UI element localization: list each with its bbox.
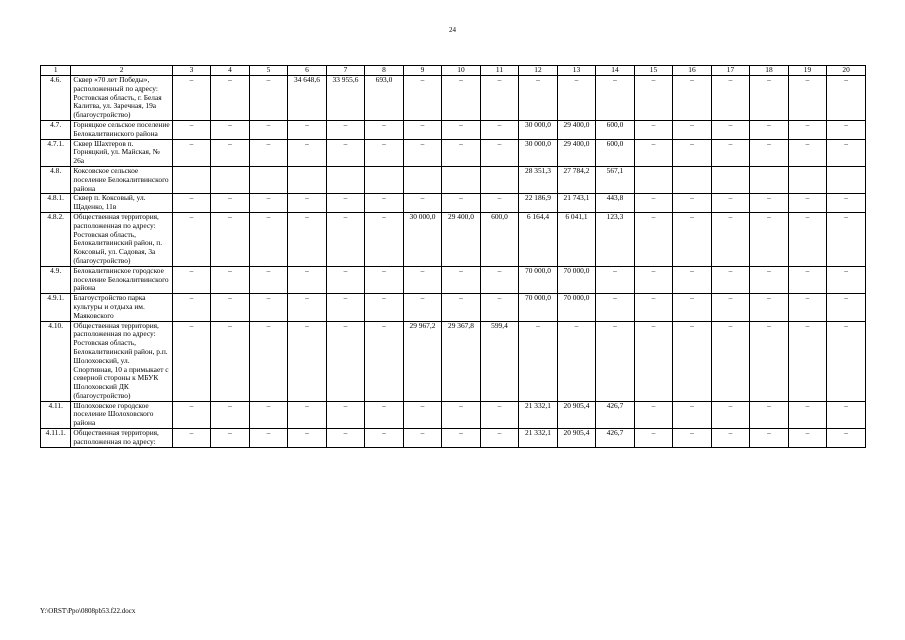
header-cell: 13 — [557, 66, 596, 76]
table-cell: – — [442, 294, 481, 321]
table-cell: 600,0 — [596, 139, 635, 166]
table-cell: – — [711, 76, 750, 121]
table-row — [41, 212, 866, 266]
table-cell: – — [249, 429, 288, 448]
table-cell: – — [557, 76, 596, 121]
table-cell: 30 000,0 — [519, 120, 558, 139]
table-cell: – — [249, 401, 288, 428]
table-cell: – — [788, 321, 827, 401]
table-cell: 600,0 — [480, 212, 519, 266]
table-cell: – — [480, 194, 519, 213]
table-cell: – — [288, 120, 327, 139]
table-cell: – — [634, 266, 673, 293]
table-cell: – — [249, 321, 288, 401]
table-cell: 29 367,8 — [442, 321, 481, 401]
row-name: Общественная территория, расположенная по адресу: — [71, 429, 172, 448]
header-cell: 5 — [249, 66, 288, 76]
header-cell: 16 — [673, 66, 712, 76]
table-cell: – — [211, 120, 250, 139]
table-cell: – — [711, 194, 750, 213]
table-cell: – — [673, 294, 712, 321]
table-cell: – — [827, 76, 866, 121]
header-row — [41, 66, 866, 76]
row-name: Сквер Шахтеров п. Горняцкий, ул. Майская, № 26а — [71, 139, 172, 166]
row-name: Шолоховское городское поселение Шолоховского района — [71, 401, 172, 428]
table-cell: 426,7 — [596, 401, 635, 428]
table-cell: – — [480, 294, 519, 321]
table-cell: – — [750, 76, 789, 121]
table-cell: – — [365, 321, 404, 401]
table-cell: – — [480, 139, 519, 166]
table-cell: – — [711, 294, 750, 321]
table-cell: 33 955,6 — [326, 76, 365, 121]
table-cell: – — [711, 212, 750, 266]
table-cell: 443,8 — [596, 194, 635, 213]
table-cell: – — [596, 294, 635, 321]
table-cell: – — [365, 194, 404, 213]
table-cell: – — [480, 76, 519, 121]
table-cell: – — [788, 194, 827, 213]
table-cell: – — [326, 401, 365, 428]
table-cell: – — [403, 120, 442, 139]
row-number: 4.9.1. — [41, 294, 71, 321]
table-cell: – — [403, 139, 442, 166]
table-cell: – — [750, 139, 789, 166]
table-cell: – — [442, 120, 481, 139]
table-cell: – — [249, 139, 288, 166]
header-cell: 11 — [480, 66, 519, 76]
table-cell: 28 351,3 — [519, 166, 558, 193]
table-row — [41, 76, 866, 121]
table-cell: 29 967,2 — [403, 321, 442, 401]
table-cell: – — [211, 429, 250, 448]
table-cell: – — [673, 120, 712, 139]
header-cell: 3 — [172, 66, 211, 76]
table-cell: – — [788, 76, 827, 121]
table-cell: – — [442, 429, 481, 448]
table-cell: – — [634, 120, 673, 139]
table-row — [41, 194, 866, 213]
row-number: 4.7.1. — [41, 139, 71, 166]
table-cell: – — [249, 212, 288, 266]
table-cell: 34 648,6 — [288, 76, 327, 121]
table-row — [41, 166, 866, 193]
table-row — [41, 294, 866, 321]
table-cell: 27 784,2 — [557, 166, 596, 193]
table-cell: – — [519, 321, 558, 401]
table-cell: – — [172, 294, 211, 321]
table-cell: – — [788, 401, 827, 428]
header-cell: 4 — [211, 66, 250, 76]
table-cell: – — [634, 294, 673, 321]
table-cell: – — [788, 139, 827, 166]
file-path-footer: Y:\ORST\Ppo\0808pb53.f22.docx — [40, 607, 136, 615]
table-cell: – — [288, 401, 327, 428]
row-name: Сквер п. Коксовый, ул. Щаденко, 11в — [71, 194, 172, 213]
table-cell: – — [326, 429, 365, 448]
table-cell: – — [750, 120, 789, 139]
table-cell: 70 000,0 — [519, 266, 558, 293]
table-cell: 426,7 — [596, 429, 635, 448]
table-cell — [365, 166, 404, 193]
table-cell: – — [673, 139, 712, 166]
table-cell — [326, 166, 365, 193]
table-cell: – — [750, 294, 789, 321]
header-cell: 18 — [750, 66, 789, 76]
table-cell: – — [827, 194, 866, 213]
table-row — [41, 401, 866, 428]
table-cell: 21 743,1 — [557, 194, 596, 213]
table-cell: – — [172, 212, 211, 266]
table-cell: – — [827, 429, 866, 448]
row-number: 4.11. — [41, 401, 71, 428]
table-cell: – — [326, 194, 365, 213]
row-number: 4.11.1. — [41, 429, 71, 448]
table-cell — [172, 166, 211, 193]
row-name: Общественная территория, расположенная по адресу: Ростовская область, Белокалитвинский район, п. Коксовый, ул. Садовая, 3а (благоустройство) — [71, 212, 172, 266]
row-number: 4.8. — [41, 166, 71, 193]
table-cell: – — [634, 429, 673, 448]
table-cell: – — [673, 212, 712, 266]
table-cell: – — [365, 212, 404, 266]
table-cell: – — [288, 194, 327, 213]
table-cell: – — [634, 321, 673, 401]
table-cell: – — [249, 294, 288, 321]
header-cell: 15 — [634, 66, 673, 76]
table-cell: 29 400,0 — [442, 212, 481, 266]
header-cell: 7 — [326, 66, 365, 76]
table-row — [41, 321, 866, 401]
table-cell: – — [326, 120, 365, 139]
table-cell: – — [403, 194, 442, 213]
table-cell: – — [403, 266, 442, 293]
table-cell: 29 400,0 — [557, 139, 596, 166]
header-cell: 9 — [403, 66, 442, 76]
table-cell: – — [634, 194, 673, 213]
header-cell: 17 — [711, 66, 750, 76]
table-cell: – — [288, 139, 327, 166]
table-cell: – — [750, 266, 789, 293]
budget-table — [40, 65, 866, 448]
table-cell: – — [442, 76, 481, 121]
table-cell: – — [788, 120, 827, 139]
table-cell: – — [249, 194, 288, 213]
table-cell: – — [403, 294, 442, 321]
table-cell: – — [750, 321, 789, 401]
table-cell: – — [326, 139, 365, 166]
table-cell: – — [249, 76, 288, 121]
table-cell: – — [403, 429, 442, 448]
table-cell: – — [827, 294, 866, 321]
table-cell: – — [172, 120, 211, 139]
row-name: Сквер «70 лет Победы», расположенный по адресу: Ростовская область, г. Белая Калитва, ул. Заречная, 19а (благоустройство) — [71, 76, 172, 121]
table-cell: 21 332,1 — [519, 429, 558, 448]
table-cell: 6 041,1 — [557, 212, 596, 266]
table-cell: 29 400,0 — [557, 120, 596, 139]
table-cell: – — [711, 266, 750, 293]
table-cell: – — [211, 76, 250, 121]
table-cell: – — [403, 401, 442, 428]
table-row — [41, 266, 866, 293]
header-cell: 10 — [442, 66, 481, 76]
table-cell: – — [711, 429, 750, 448]
table-cell: 600,0 — [596, 120, 635, 139]
table-cell: – — [172, 266, 211, 293]
table-cell: – — [827, 139, 866, 166]
table-cell: – — [172, 401, 211, 428]
row-name: Горняцкое сельское поселение Белокалитвинского района — [71, 120, 172, 139]
table-cell — [288, 166, 327, 193]
table-cell: – — [827, 321, 866, 401]
table-cell: – — [788, 294, 827, 321]
row-name: Общественная территория, расположенная по адресу: Ростовская область, Белокалитвинский район, р.п. Шолоховский, ул. Спортивная, 10 а примыкает с северной стороны к МБУК Шолоховский ДК (благоустройство) — [71, 321, 172, 401]
table-cell: – — [288, 266, 327, 293]
table-cell — [827, 166, 866, 193]
table-cell: – — [480, 401, 519, 428]
table-cell: – — [288, 429, 327, 448]
table-cell: – — [788, 429, 827, 448]
table-cell — [249, 166, 288, 193]
table-cell: 22 186,9 — [519, 194, 558, 213]
table-cell: – — [326, 212, 365, 266]
table-cell: – — [249, 120, 288, 139]
table-cell: – — [172, 76, 211, 121]
table-cell: – — [711, 321, 750, 401]
table-cell: – — [442, 194, 481, 213]
table-cell: – — [442, 266, 481, 293]
table-cell: – — [172, 429, 211, 448]
row-name: Коксовское сельское поселение Белокалитвинского района — [71, 166, 172, 193]
table-cell: – — [750, 194, 789, 213]
table-cell: – — [480, 120, 519, 139]
table-cell: – — [211, 266, 250, 293]
table-cell: – — [249, 266, 288, 293]
table-cell: – — [480, 266, 519, 293]
header-cell: 12 — [519, 66, 558, 76]
table-cell: 599,4 — [480, 321, 519, 401]
table-cell: 693,0 — [365, 76, 404, 121]
header-cell: 20 — [827, 66, 866, 76]
table-cell: – — [519, 76, 558, 121]
table-cell: – — [211, 321, 250, 401]
table-cell — [673, 166, 712, 193]
header-cell: 2 — [71, 66, 172, 76]
row-name: Белокалитвинское городское поселение Белокалитвинского района — [71, 266, 172, 293]
table-cell: – — [211, 401, 250, 428]
table-cell: – — [827, 120, 866, 139]
table-cell: – — [788, 266, 827, 293]
header-cell: 14 — [596, 66, 635, 76]
table-cell: – — [211, 194, 250, 213]
table-cell: – — [326, 294, 365, 321]
table-cell: – — [827, 212, 866, 266]
table-cell: – — [172, 321, 211, 401]
row-number: 4.9. — [41, 266, 71, 293]
table-cell: – — [673, 429, 712, 448]
table-cell: – — [788, 212, 827, 266]
table-cell: – — [827, 401, 866, 428]
table-cell: 70 000,0 — [557, 294, 596, 321]
table-cell: – — [711, 401, 750, 428]
table-cell: 20 905,4 — [557, 429, 596, 448]
table-cell — [788, 166, 827, 193]
table-cell: – — [211, 294, 250, 321]
table-cell: – — [365, 266, 404, 293]
table-cell: – — [673, 194, 712, 213]
table-cell: – — [442, 401, 481, 428]
table-cell: – — [673, 321, 712, 401]
table-cell: – — [673, 266, 712, 293]
table-cell: – — [326, 321, 365, 401]
table-cell: – — [365, 294, 404, 321]
table-cell — [750, 166, 789, 193]
table-cell — [211, 166, 250, 193]
table-cell: – — [673, 76, 712, 121]
row-number: 4.7. — [41, 120, 71, 139]
table-cell: – — [750, 429, 789, 448]
table-cell: 123,3 — [596, 212, 635, 266]
table-cell: – — [172, 194, 211, 213]
table-cell — [711, 166, 750, 193]
table-cell: – — [365, 120, 404, 139]
table-cell: – — [326, 266, 365, 293]
row-number: 4.8.2. — [41, 212, 71, 266]
row-name: Благоустройство парка культуры и отдыха им. Маяковского — [71, 294, 172, 321]
table-cell: – — [711, 139, 750, 166]
table-cell: – — [750, 212, 789, 266]
table-cell: 21 332,1 — [519, 401, 558, 428]
row-number: 4.10. — [41, 321, 71, 401]
table-cell: – — [365, 429, 404, 448]
header-cell: 8 — [365, 66, 404, 76]
table-cell: – — [288, 321, 327, 401]
table-row — [41, 120, 866, 139]
table-cell: 20 905,4 — [557, 401, 596, 428]
table-cell: – — [442, 139, 481, 166]
table-row — [41, 429, 866, 448]
table-cell: – — [673, 401, 712, 428]
page-number: 24 — [449, 26, 456, 34]
table-cell: – — [480, 429, 519, 448]
table-cell: – — [211, 212, 250, 266]
table-cell: – — [634, 401, 673, 428]
table-cell: – — [172, 139, 211, 166]
table-cell — [480, 166, 519, 193]
table-cell — [442, 166, 481, 193]
table-cell: 70 000,0 — [519, 294, 558, 321]
header-cell: 1 — [41, 66, 71, 76]
table-cell: – — [288, 212, 327, 266]
table-cell: – — [288, 294, 327, 321]
table-cell: – — [596, 321, 635, 401]
table-row — [41, 139, 866, 166]
table-cell: – — [403, 76, 442, 121]
table-cell: 6 164,4 — [519, 212, 558, 266]
table-cell: – — [596, 76, 635, 121]
table-cell: – — [711, 120, 750, 139]
table-cell: – — [365, 139, 404, 166]
header-cell: 19 — [788, 66, 827, 76]
table-cell: 567,1 — [596, 166, 635, 193]
row-number: 4.8.1. — [41, 194, 71, 213]
table-cell: – — [750, 401, 789, 428]
table-cell: – — [596, 266, 635, 293]
header-cell: 6 — [288, 66, 327, 76]
table-cell: – — [634, 139, 673, 166]
row-number: 4.6. — [41, 76, 71, 121]
table-cell: – — [634, 76, 673, 121]
table-cell: – — [827, 266, 866, 293]
table-cell: 70 000,0 — [557, 266, 596, 293]
table-cell — [403, 166, 442, 193]
table-cell: 30 000,0 — [403, 212, 442, 266]
table-cell: – — [634, 212, 673, 266]
table-cell: – — [365, 401, 404, 428]
table-cell: – — [557, 321, 596, 401]
table-cell: 30 000,0 — [519, 139, 558, 166]
table-cell — [634, 166, 673, 193]
table-cell: – — [211, 139, 250, 166]
